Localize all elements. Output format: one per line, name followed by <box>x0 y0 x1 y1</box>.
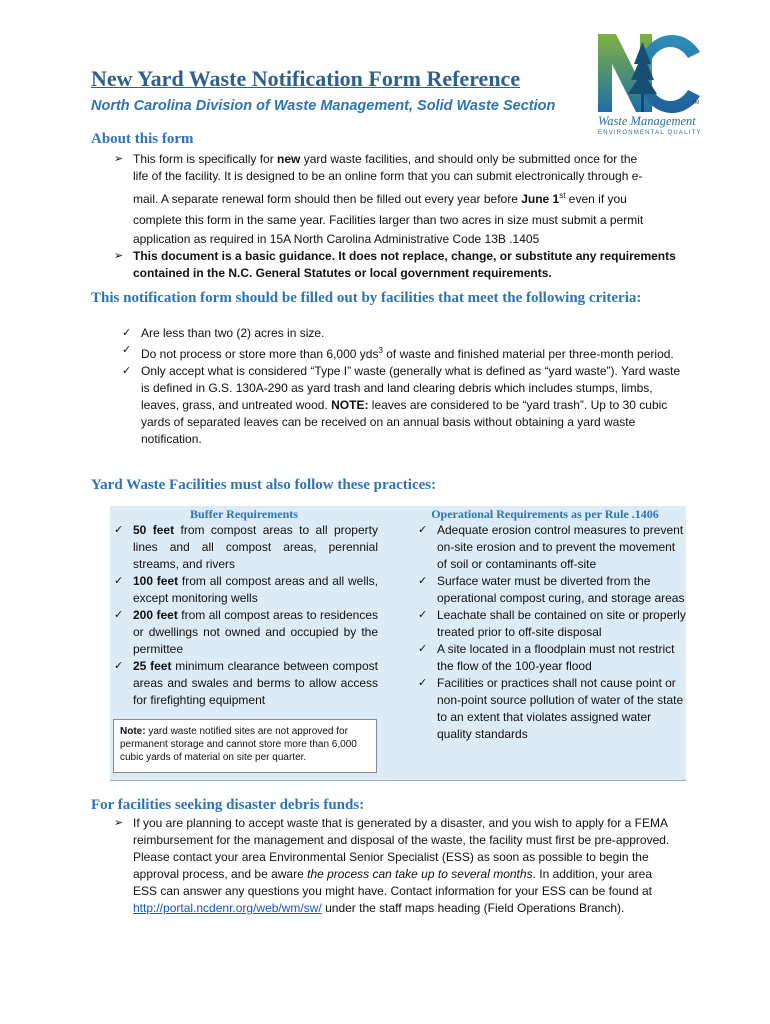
buffer-item: ✓ 200 feet from all compost areas to residences or dwellings not owned and occupied by the permittee <box>114 608 378 656</box>
check-icon: ✓ <box>114 609 124 621</box>
buffer-heading: Buffer Requirements <box>190 507 298 521</box>
check-icon: ✓ <box>418 524 428 536</box>
buffer-item: ✓ 25 feet minimum clearance between compost areas and swales and berms to allow access for firefighting equipment <box>114 659 378 707</box>
about-bullet-2: ➢ This document is a basic guidance. It does not replace, change, or substitute any requirements contained in the N.C. General Statutes or local government requirements. <box>114 249 676 280</box>
ops-item: ✓ Leachate shall be contained on site or properly treated prior to off-site disposal <box>418 608 686 639</box>
check-icon: ✓ <box>122 365 132 377</box>
nc-letters-logo <box>594 30 706 114</box>
check-icon: ✓ <box>114 524 124 536</box>
arrow-bullet-icon: ➢ <box>114 817 124 829</box>
check-icon: ✓ <box>418 575 428 587</box>
page-title: New Yard Waste Notification Form Reference <box>91 66 521 91</box>
ops-item: ✓ Surface water must be diverted from the operational compost curing, and storage areas <box>418 574 685 605</box>
ops-item: ✓ Adequate erosion control measures to prevent on-site erosion and to prevent the movement of soil or contaminants off-site <box>418 523 684 571</box>
trademark-mark: TM <box>692 100 700 106</box>
buffer-item: ✓ 100 feet from all compost areas and all wells, except monitoring wells <box>114 574 378 605</box>
check-icon: ✓ <box>122 344 132 356</box>
about-heading: About this form <box>91 131 194 147</box>
ops-heading: Operational Requirements as per Rule .1406 <box>431 507 659 521</box>
page-subtitle: North Carolina Division of Waste Management, Solid Waste Section <box>91 98 556 114</box>
nc-deq-logo <box>594 30 706 140</box>
criteria-heading: This notification form should be filled out by facilities that meet the following criteria: <box>91 290 642 306</box>
about-list <box>110 151 676 282</box>
check-icon: ✓ <box>122 327 132 339</box>
check-icon: ✓ <box>418 643 428 655</box>
arrow-bullet-icon: ➢ <box>114 250 124 262</box>
check-icon: ✓ <box>114 660 124 672</box>
about-bullet-1: ➢ This form is specifically for new yard waste facilities, and should only be submitted once for the life of the facility. It is designed to be an online form that you can submit electronically through e- mail. A separate renewal form should then be filled out every year before June 1st even if you complete this form in the same year. Facilities larger than two acres in size must submit a permit application as required in 15A North Carolina Administrative Code 13B .1405 <box>114 152 644 246</box>
buffer-item: ✓ 50 feet from compost areas to all property lines and all compost areas, perennial streams, and rivers <box>114 523 378 571</box>
check-icon: ✓ <box>114 575 124 587</box>
logo-tagline: ENVIRONMENTAL QUALITY <box>598 130 702 136</box>
note-box: Note: yard waste notified sites are not approved for permanent storage and cannot store more than 6,000 cubic yards of material on site per quarter. <box>113 719 377 773</box>
buffer-list <box>110 522 378 709</box>
ess-contact-link[interactable]: http://portal.ncdenr.org/web/wm/sw/ <box>133 901 322 915</box>
criteria-item-2: ✓ Do not process or store more than 6,000 yds$^3$ of waste and finished material per three-month period. <box>122 344 674 361</box>
disaster-bullet: ➢ If you are planning to accept waste that is generated by a disaster, and you wish to apply for a FEMA reimbursement for the management and disposal of the waste, the facility must first be pre-approved. Please contact your area Environmental Senior Specialist (ESS) as soon as possible to begin the approval process, and be aware the process can take up to several months. In addition, your area ESS can answer any questions you might have. Contact information for your ESS can be found at http://portal.ncdenr.org/web/wm/sw/ under the staff maps heading (Field Operations Branch). <box>114 816 670 915</box>
ops-item: ✓ Facilities or practices shall not cause point or non-point source pollution of water of the state to an extent that violates assigned water quality standards <box>418 676 684 741</box>
ops-list <box>414 522 686 743</box>
criteria-item-3: ✓ Only accept what is considered “Type I” waste (generally what is defined as “yard waste”). Yard waste is defined in G.S. 130A-290 as yard trash and land clearing debris which includes stumps, limbs, leaves, grass, and untreated wood. NOTE: leaves are considered to be “yard trash”. Up to 30 cubic yards of separated leaves can be received on an annual basis without obtaining a yard waste notification. <box>122 364 681 446</box>
disaster-heading: For facilities seeking disaster debris funds: <box>91 797 365 813</box>
ops-item: ✓ A site located in a floodplain must not restrict the flow of the 100-year flood <box>418 642 675 673</box>
logo-name: Waste Management <box>598 114 696 128</box>
disaster-list <box>110 815 670 917</box>
check-icon: ✓ <box>418 677 428 689</box>
practices-heading: Yard Waste Facilities must also follow these practices: <box>91 477 437 493</box>
criteria-item-1: ✓ Are less than two (2) acres in size. <box>122 326 325 340</box>
arrow-bullet-icon: ➢ <box>114 153 124 165</box>
criteria-list <box>118 325 683 448</box>
check-icon: ✓ <box>418 609 428 621</box>
